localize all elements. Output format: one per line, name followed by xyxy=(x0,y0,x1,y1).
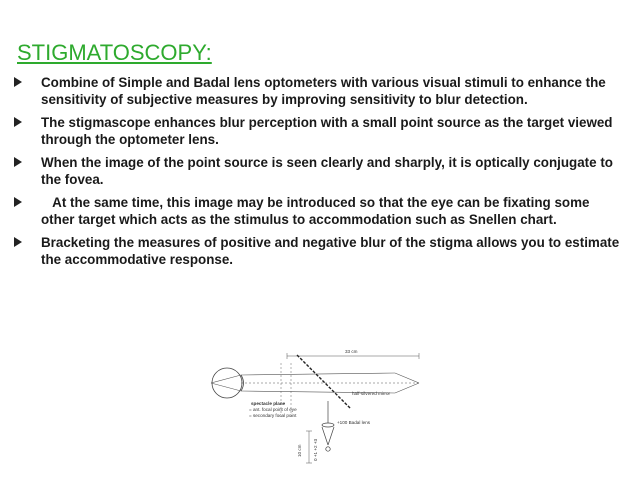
secondary-focal-label: = secondary focal point xyxy=(249,413,297,418)
stigmatoscope-diagram xyxy=(205,345,437,475)
bullet-item xyxy=(14,154,626,188)
side-scale xyxy=(306,431,312,463)
badal-lens xyxy=(322,401,334,445)
bullet-item xyxy=(14,234,626,268)
dimension-top-label: 33 cm xyxy=(345,349,358,354)
optical-setup-svg xyxy=(205,345,437,475)
bullet-arrow-icon xyxy=(14,197,22,207)
bullet-text: When the image of the point source is seen clearly and sharply, it is optically conjugate to the fovea. xyxy=(41,155,613,187)
vertical-scale-label: 0 +1 +2 +3 xyxy=(313,438,318,461)
mirror-icon xyxy=(297,355,351,409)
bullet-arrow-icon xyxy=(14,157,22,167)
bullet-arrow-icon xyxy=(14,77,22,87)
light-source-icon xyxy=(326,447,330,451)
bullet-item xyxy=(14,114,626,148)
bullet-text: Combine of Simple and Badal lens optometers with various visual stimuli to enhance the sensitivity of subjective measures by improving sensitivity to blur detection. xyxy=(41,75,606,107)
bullet-arrow-icon xyxy=(14,237,22,247)
bullet-text: At the same time, this image may be introduced so that the eye can be fixating some other target which acts as the stimulus to accommodation such as Snellen chart. xyxy=(41,195,594,227)
side-dimension-label: 10 cm xyxy=(297,444,302,457)
mirror-label: half-silvered mirror xyxy=(352,391,391,396)
badal-lens-label: +100 Badal lens xyxy=(337,420,371,425)
light-rays xyxy=(211,373,419,393)
bullet-text: The stigmascope enhances blur perception with a small point source as the target viewed through the optometer lens. xyxy=(41,115,613,147)
focal-point-label: = ant. focal point of eye xyxy=(249,407,297,412)
bullet-list xyxy=(14,74,626,274)
bullet-item xyxy=(14,74,626,108)
spectacle-plane-label: spectacle plane xyxy=(251,401,286,406)
bullet-item xyxy=(14,194,626,228)
bullet-arrow-icon xyxy=(14,117,22,127)
slide-title: STIGMATOSCOPY: xyxy=(17,40,212,65)
eye-diagram-icon xyxy=(212,368,244,398)
bullet-text: Bracketing the measures of positive and negative blur of the stigma allows you to estimate the accommodative response. xyxy=(41,235,620,267)
